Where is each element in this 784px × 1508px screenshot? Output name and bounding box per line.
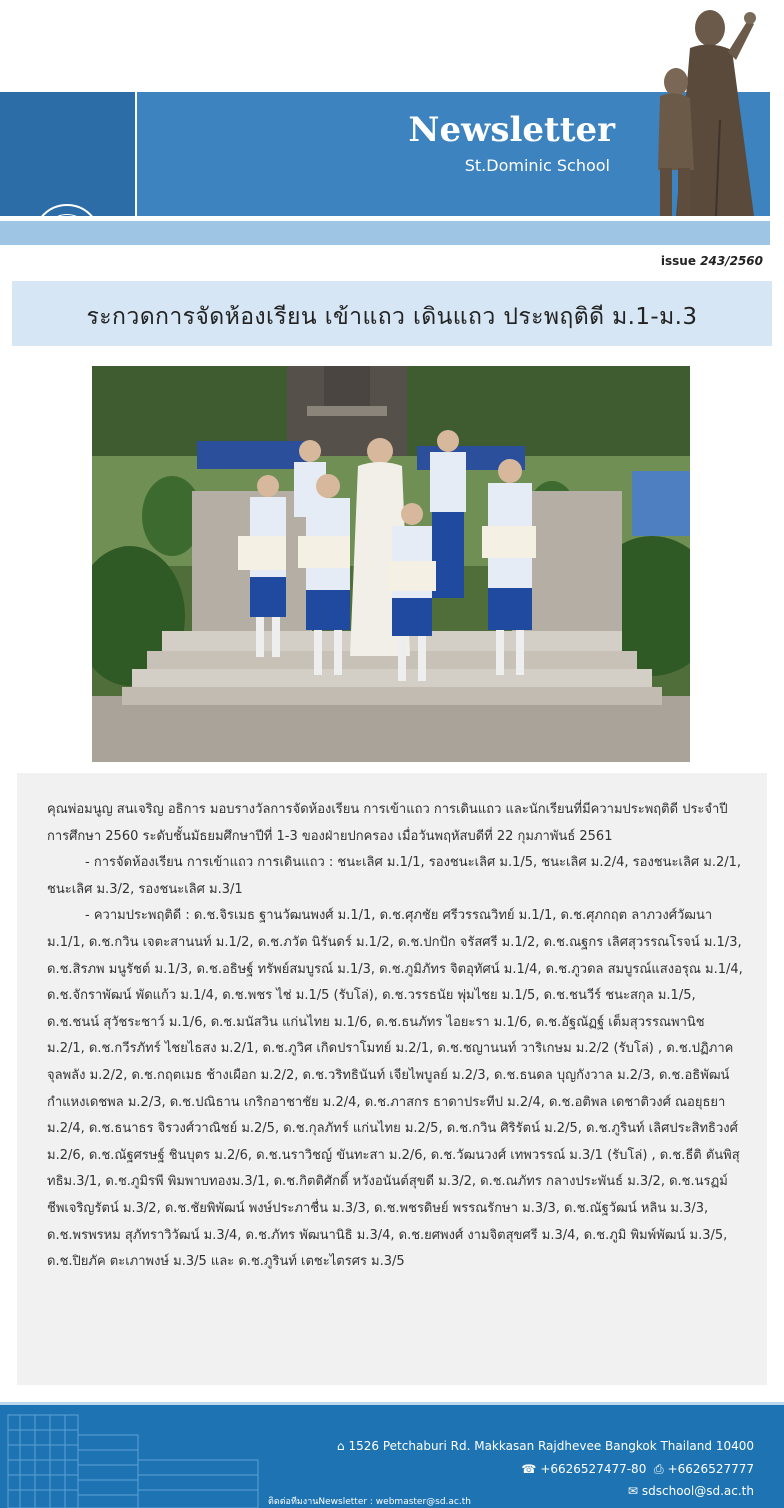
footer-contact: ติดต่อทีมงานNewsletter : webmaster@sd.ac.th — [268, 1497, 471, 1507]
article-classroom-awards: - การจัดห้องเรียน การเข้าแถว การเดินแถว : ชนะเลิศ ม.1/1, รองชนะเลิศ ม.1/5, ชนะเลิศ ม.2/4, รองชนะเลิศ ม.2/1, ชนะเลิศ ม.3/2, รองชนะเลิศ ม.3/1 — [47, 855, 742, 897]
issue-number — [600, 254, 763, 268]
article-title: ระกวดการจัดห้องเรียน เข้าแถว เดินแถว ประพฤติดี ม.1-ม.3 — [86, 304, 698, 330]
footer-email[interactable]: ✉ sdschool@sd.ac.th — [627, 1484, 754, 1498]
statue-image — [620, 0, 784, 216]
phone-icon: ☎ — [521, 1462, 537, 1476]
article-title-box — [12, 281, 772, 346]
fax-icon: ⎙ — [653, 1462, 664, 1476]
footer-address: ⌂ 1526 Petchaburi Rd. Makkasan Rajdhevee Bangkok Thailand 10400 — [336, 1439, 754, 1453]
footer-phones: ☎ +6626527477-80 ⎙ +6626527777 — [521, 1462, 754, 1476]
newsletter-title: Newsletter — [408, 110, 615, 150]
header-divider-strip — [0, 221, 770, 245]
issue-label: issue — [660, 254, 696, 268]
school-name: St.Dominic School — [464, 156, 610, 175]
article-body — [17, 773, 767, 1385]
home-icon: ⌂ — [336, 1439, 345, 1453]
article-conduct-awards: - ความประพฤติดี : ด.ช.จิรเมธ ฐานวัฒนพงศ์ ม.1/1, ด.ช.ศุภชัย ศรีวรรณวิทย์ ม.1/1, ด.ช.ศุภกฤต ลาภวงศ์วัฒนา ม.1/1, ด.ช.กวิน เจตะสานนท์ ม.1/2, ด.ช.ภวัต นิรันดร์ ม.1/2, ด.ช.ปกปัก จรัสศรี ม.1/2, ด.ช.ณฐกร เลิศสุวรรณโรจน์ ม.1/3, ด.ช.สิรภพ มนูรัชต์ ม.1/3, ด.ช.อธิษฐ์ ทรัพย์สมบูรณ์ ม.1/3, ด.ช.ภูมิภัทร จิตอุทัศน์ ม.1/4, ด.ช.ภูวดล สมบูรณ์แสงอรุณ ม.1/4, ด.ช.จักราพัฒน์ พัดแก้ว ม.1/4, ด.ช.พชร ไช่ ม.1/5 (รับโล่), ด.ช.วรรธนัย พุ่มไชย ม.1/5, ด.ช.ชนวีร์ ชนะสกุล ม.1/5, ด.ช.ชนน์ สุวัชระชาว์ ม.1/6, ด.ช.มนัสวิน แก่นไทย ม.1/6, ด.ช.ธนภัทร ไอยะรา ม.1/6, ด.ช.อัฐณัฏฐ์ เต็มสุวรรณพานิช ม.2/1, ด.ช.กวีรภัทร์ ไชยไธสง ม.2/1, ด.ช.ภูวิศ เกิดปราโมทย์ ม.2/1, ด.ช.ชญานนท์ วาริเกษม ม.2/2 (รับโล่) , ด.ช.ปฏิภาค จุลพลัง ม.2/2, ด.ช.กฤตเมธ ช้างเผือก ม.2/2, ด.ช.วริทธินันท์ เจียไพบูลย์ ม.2/3, ด.ช.ธนดล บุญกังวาล ม.2/3, ด.ช.อธิพัฒน์ กำแหงเดชพล ม.2/3, ด.ช.ปณิธาน เกริกอาชาชัย ม.2/4, ด.ช.ภาสกร ธาดาประทีป ม.2/4, ด.ช.อติพล เดชาติวงศ์ ณอยุธยา ม.2/4, ด.ช.ธนาธร จิรวงศ์วาณิชย์ ม.2/5, ด.ช.กุลภัทร์ แก่นไทย ม.2/5, ด.ช.กวิน ศิริรัตน์ ม.2/5, ด.ช.ภูรินท์ เลิศประสิทธิวงศ์ ม.2/6, ด.ช.ณัฐศรษฐ์ ชินบุตร ม.2/6, ด.ช.นราวิชญ์ ขันทะสา ม.2/6, ด.ช.วัฒนวงศ์ เทพวรรณ์ ม.3/1 (รับโล่) , ด.ช.ธีติ ตันพิสุทธิม.3/1, ด.ช.ภูมิรพี พิมพาบทองม.3/1, ด.ช.กิตติศักดิ์ หวังอนันต์สุขดี ม.3/2, ด.ช.ณภัทร กลางประพันธ์ ม.3/2, ด.ช.นรฏม์ ชีพเจริญรัตน์ ม.3/2, ด.ช.ชัยพิพัฒน์ พงษ์ประภาชื่น ม.3/3, ด.ช.พชรดิษย์ พรรณรักษา ม.3/3, ด.ช.ณัฐวัฒน์ หลิน ม.3/3, ด.ช.พรพรหม สุภัทราวิวัฒน์ ม.3/4, ด.ช.ภัทร พัฒนานิธิ ม.3/4, ด.ช.ยศพงศ์ งามจิตสุขศรี ม.3/4, ด.ช.ภูมิ พิมพ์พัฒน์ ม.3/5, ด.ช.ปิยภัค ตะเภาพงษ์ ม.3/5 และ ด.ช.ภูรินท์ เตชะไตรศร ม.3/5 — [47, 908, 743, 1270]
award-group-photo — [92, 366, 690, 762]
header-logo-panel — [0, 92, 137, 216]
issue-value: 243/2560 — [700, 254, 763, 268]
article-intro: คุณพ่อมนูญ สนเจริญ อธิการ มอบรางวัลการจัดห้องเรียน การเข้าแถว การเดินแถว และนักเรียนที่มีความประพฤติดี ประจำปีการศึกษา 2560 ระดับชั้นมัธยมศึกษาปีที่ 1-3 ของฝ่ายปกครอง เมื่อวันพฤหัสบดีที่ 22 กุมภาพันธ์ 2561 — [47, 802, 728, 844]
mail-icon: ✉ — [627, 1484, 638, 1498]
